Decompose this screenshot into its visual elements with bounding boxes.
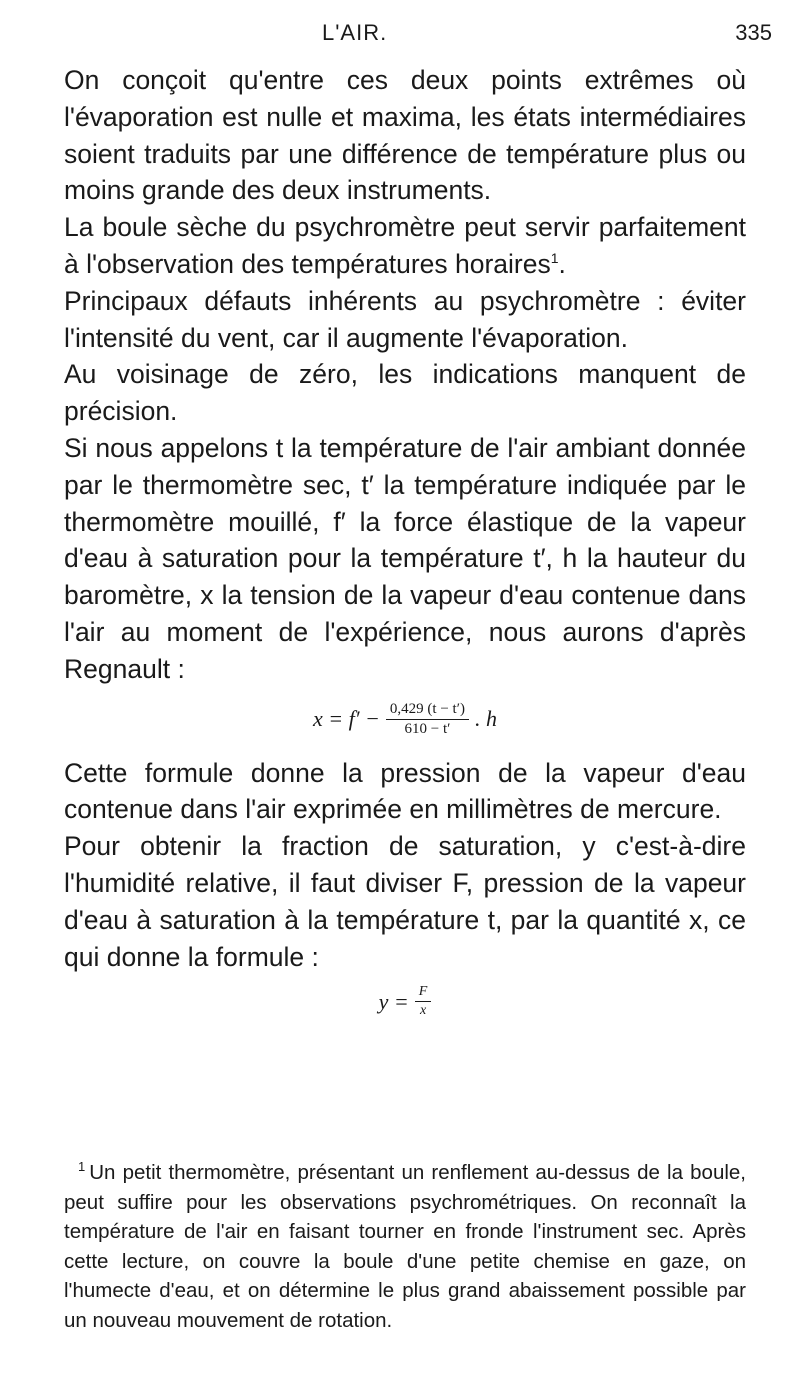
relative-humidity-formula bbox=[64, 985, 746, 1018]
paragraph-2 bbox=[64, 209, 746, 283]
formula-denominator: 610 − t′ bbox=[404, 720, 451, 737]
formula2-denominator: x bbox=[419, 1003, 427, 1019]
formula2-numerator: F bbox=[415, 985, 432, 1002]
formula-numerator: 0,429 (t − t′) bbox=[386, 702, 469, 720]
footnote-mark: 1 bbox=[78, 1159, 86, 1175]
formula-lhs: x = f′ − bbox=[313, 706, 380, 732]
paragraph-7: Pour obtenir la fraction de saturation, y c'est-à-dire l'humidité relative, il faut diviser F, pression de la vapeur d'eau à saturation à la température t, par la quantité x, ce qui donne la formule : bbox=[64, 831, 746, 972]
regnault-formula bbox=[64, 702, 746, 737]
formula-rhs: . h bbox=[474, 706, 497, 732]
running-title: L'AIR. bbox=[322, 20, 388, 45]
paragraph-6: Cette formule donne la pression de la vapeur d'eau contenue dans l'air exprimée en millimètres de mercure. bbox=[64, 757, 746, 825]
paragraph-3: Principaux défauts inhérents au psychromètre : éviter l'intensité du vent, car il augmente l'évaporation. bbox=[64, 285, 746, 353]
paragraph-4: Au voisinage de zéro, les indications manquent de précision. bbox=[64, 359, 746, 427]
formula2-fraction bbox=[415, 985, 432, 1018]
footnote bbox=[64, 1158, 746, 1335]
formula2-lhs: y = bbox=[378, 988, 409, 1014]
body-text bbox=[64, 62, 746, 1026]
formula-fraction bbox=[386, 702, 469, 737]
paragraph-2-end: . bbox=[558, 248, 566, 279]
page-header bbox=[0, 12, 800, 52]
paragraph-1: On conçoit qu'entre ces deux points extrêmes où l'évaporation est nulle et maxima, les états intermédiaires soient traduits par une différence de température plus ou moins grande des deux instruments. bbox=[64, 65, 746, 206]
footnote-reference: 1 bbox=[550, 250, 559, 267]
paragraph-2-text: La boule sèche du psychromètre peut servir parfaitement à l'observation des températures horaires bbox=[64, 212, 746, 279]
footnote-text: Un petit thermomètre, présentant un renflement au-dessus de la boule, peut suffire pour les observations psychrométriques. On reconnaît la température de l'air en faisant tourner en fronde l'instrument sec. Après cette lecture, on couvre la boule d'une petite chemise en gaze, on l'humecte d'eau, et on détermine le plus grand abaissement possible par un nouveau mouvement de rotation. bbox=[64, 1161, 746, 1332]
page-number: 335 bbox=[735, 20, 772, 45]
paragraph-5: Si nous appelons t la température de l'air ambiant donnée par le thermomètre sec, t′ la température indiquée par le thermomètre mouillé, f′ la force élastique de la vapeur d'eau à saturation pour la température t′, h la hauteur du baromètre, x la tension de la vapeur d'eau contenue dans l'air au moment de l'expérience, nous aurons d'après Regnault : bbox=[64, 432, 746, 684]
